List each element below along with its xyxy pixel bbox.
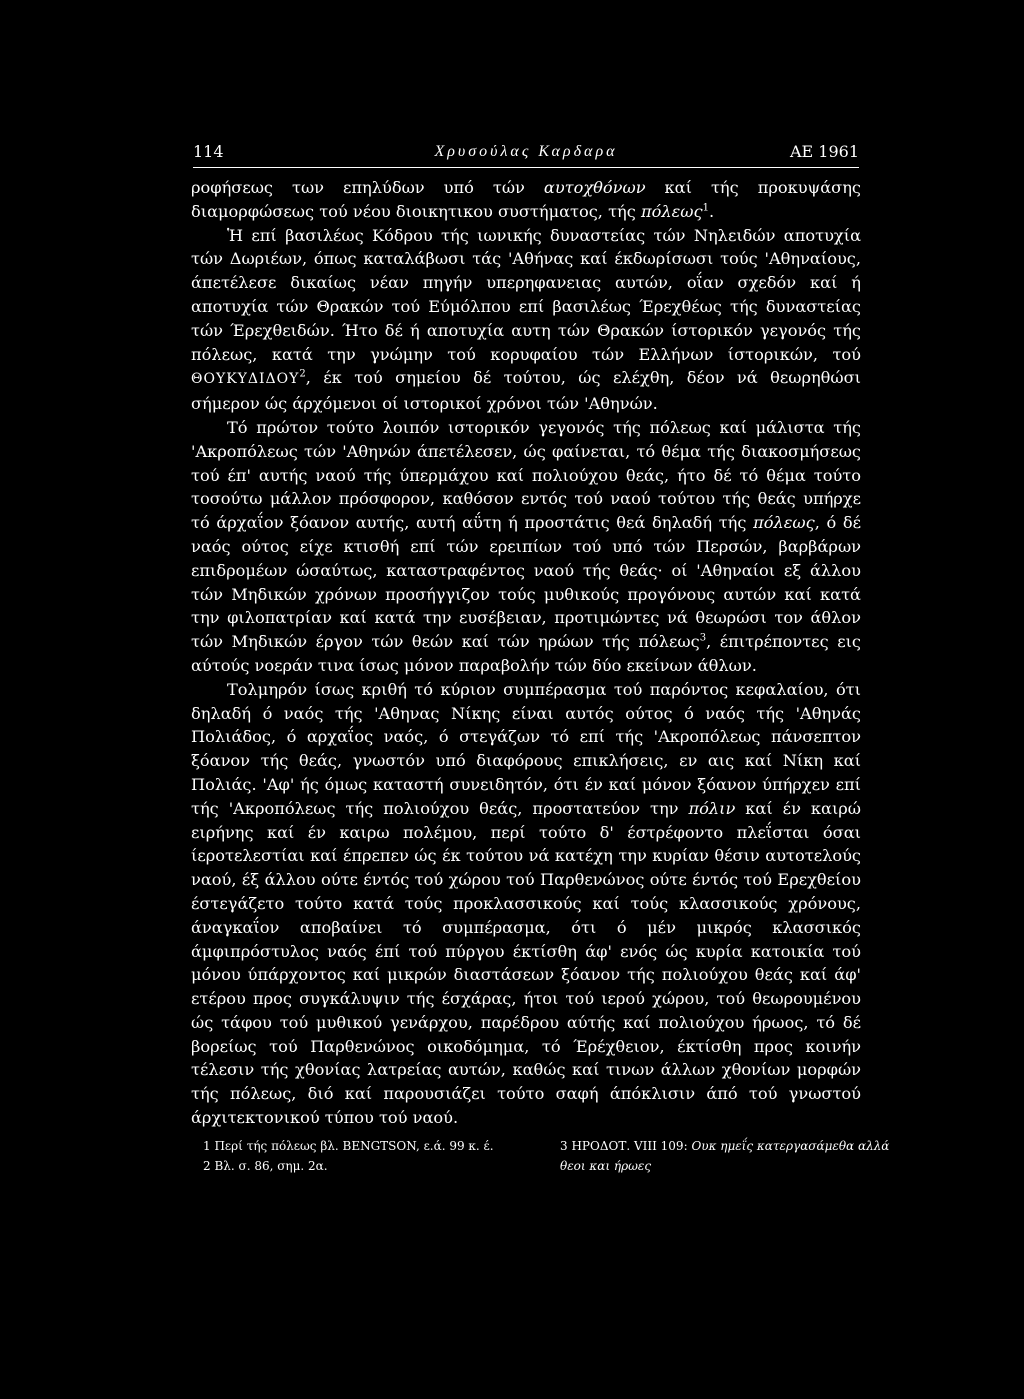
page-number: 114	[193, 142, 224, 161]
footnote-3-text: 3 ΗΡΟΔΟΤ. VIII 109:	[560, 1139, 692, 1153]
author-name-smallcaps: ΘΟΥΚΥΔΙΔΟΥ	[191, 371, 300, 388]
footnote-3-quote-continued: θεοι και ήρωες	[560, 1159, 652, 1173]
paragraph-4	[191, 678, 861, 1130]
italic-run: πόλεως	[753, 513, 815, 533]
text-run: Τό πρώτον τούτο λοιπόν ιστορικόν γεγονός τής πόλεως καί μάλιστα τής 'Ακροπόλεως τών 'Αθηνών άπετέλεσεν, ώς φαίνεται, τό θέμα τής διακοσμήσεως τού έπ' αυτής ναού τής ύπερμάχου καί πολιούχου θεάς, ήτο δέ τό θέμα τούτο τοσούτω μάλλον πρόσφορον, καθόσον εντός τού ναού τούτου τής θεάς υπήρχε τό άρχαΐον ξόανον αυτής, αυτή αΰτη ή προστάτις θεά δηλαδή τής	[191, 417, 861, 533]
paragraph-2	[191, 224, 861, 416]
footnotes-right-column	[560, 1136, 890, 1176]
text-run: .	[708, 201, 715, 221]
footnote-ref-1: 1	[702, 202, 709, 214]
text-run: καί τής προκυψάσης διαμορφώσεως τού νέου διοικητικου συστήματος, τής	[191, 178, 861, 221]
italic-run: αυτοχθόνων	[543, 178, 646, 197]
running-head-journal: ΑΕ 1961	[789, 142, 859, 161]
header-rule	[193, 167, 859, 168]
text-run: Τολμηρόν ίσως κριθή τό κύριον συμπέρασμα τού παρόντος κεφαλαίου, ότι δηλαδή ό ναός τής 'Αθηνας Νίκης είναι αυτός ούτος ό ναός τής 'Αθηνάς Πολιάδος, ό αρχαΐος ναός, ό στεγάζων τό επί τής 'Ακροπόλεως πάνσεπτον ξόανον τής θεάς, γνωστόν υπό διαφόρους επικλήσεις, εν αις καί Νίκη καί Πολιάς. 'Αφ' ής όμως καταστή συνειδητόν, ότι έν καί μόνον ξόανον ύπήρχεν επί τής 'Ακροπόλεως τής πολιούχου θεάς, προστατεύον την	[191, 679, 861, 818]
italic-run: πόλιν	[688, 798, 736, 818]
footnote-1: 1 Περί τής πόλεως βλ. BENGTSON, ε.ά. 99 κ. έ.	[203, 1139, 494, 1153]
italic-run: πόλεως	[640, 201, 703, 221]
paragraph-1	[191, 176, 861, 224]
text-run: , ό δέ ναός ούτος είχε κτισθή επί τών ερειπίων τού υπό τών Περσών, βαρβάρων επιδρομέων ώσαύτως, καταστραφέντος ναού τής θεάς· οί 'Αθηναίοι εξ άλλου τών Μηδικών χρόνων προσήγγιζον τούς μυθικούς προγόνους αυτών καί κατά την φιλοπατρίαν καί κατά την ευσέβειαν, προτιμώντες νά θεωρώσι τον άθλον τών Μηδικών έργον τών θεών καί τών ηρώων τής πόλεως	[191, 513, 861, 652]
text-run: ροφήσεως των επηλύδων υπό τών	[191, 178, 544, 197]
text-run: , έκ τού σημείου δέ τούτου, ώς ελέχθη, δέον νά θεωρηθώσι σήμερον ώς άρχόμενοι οί ιστορικοί χρόνοι τών 'Αθηνών.	[191, 368, 861, 414]
body-text	[191, 176, 861, 1130]
footnote-ref-3: 3	[699, 632, 707, 644]
text-run: Ἡ επί βασιλέως Κόδρου τής ιωνικής δυναστείας τών Νηλειδών αποτυχία τών Δωριέων, όπως καταλάβωσι τάς 'Αθήνας καί έκδωρίσωσι τούς 'Αθηναίους, άπετέλεσε δικαίως νέαν πηγήν υπερηφανειας αυτών, οΐαν σχεδόν καί ή αποτυχία τών Θρακών τού Εύμόλπου επί βασιλέως Έρεχθέως τής δυναστείας τών Έρεχθειδών. Ήτο δέ ή αποτυχία αυτη τών Θρακών ίστορικόν γεγονός τής πόλεως, κατά την γνώμην τού κορυφαίου τών Ελλήνων ίστορικών, τού	[191, 225, 861, 364]
footnote-3	[560, 1136, 890, 1156]
footnotes-left-column	[203, 1136, 543, 1176]
paragraph-3	[191, 416, 861, 678]
text-run: καί έν καιρώ ειρήνης καί έν καιρω πολέμου, περί τούτο δ' έστρέφοντο πλεΐσται όσαι ίεροτελεστίαι καί έπρεπεν ώς έκ τούτου νά κατέχη την κυρίαν θέσιν αυτοτελούς ναού, έξ άλλου ούτε έντός τού χώρου τού Παρθενώνος ούτε έντός τού Ερεχθείου έστεγάζετο τούτο κατά τούς προκλασσικούς καί τούς κλασσικούς χρόνους, άναγκαΐον αποβαίνει τό συμπέρασμα, ότι ό μέν μικρός κλασσικός άμφιπρόστυλος ναός έπί τού πύργου έκτίσθη άφ' ενός ώς κυρία κατοικία τού μόνου ύπάρχοντος καί μικρών διαστάσεων ξόανον τής πολιούχου θεάς καί άφ' ετέρου προς συγκάλυψιν τής έσχάρας, ήτοι τού ιερού χώρου, τού θεωρουμένου ώς τάφου τού μυθικού γενάρχου, παρέδρου αύτής καί πολιούχου ήρωος, τό δέ βορείως τού Παρθενώνος οικοδόμημα, τό Έρέχθειον, έκτίσθη προς κοινήν τέλεσιν τής χθονίας λατρείας αυτών, καθώς καί τινων άλλων χθονίων μορφών τής πόλεως, διό καί παρουσιάζει τούτο σαφή άπόκλισιν άπό τού γνωστού άρχιτεκτονικού τύπου τού ναού.	[191, 798, 862, 1128]
running-head-author: Χρυσούλας Καρδαρα	[434, 143, 618, 160]
document-page	[163, 118, 903, 1268]
text-run: , έπιτρέποντες εις αύτούς νοεράν τινα ίσως μόνον παραβολήν τών δύο εκείνων άθλων.	[191, 632, 861, 675]
footnote-2: 2 Βλ. σ. 86, σημ. 2α.	[203, 1159, 328, 1173]
running-head	[193, 140, 859, 164]
footnote-3-quote: Ουκ ημεΐς κατεργασάμεθα αλλά	[691, 1139, 890, 1153]
footnote-ref-2: 2	[299, 368, 306, 380]
